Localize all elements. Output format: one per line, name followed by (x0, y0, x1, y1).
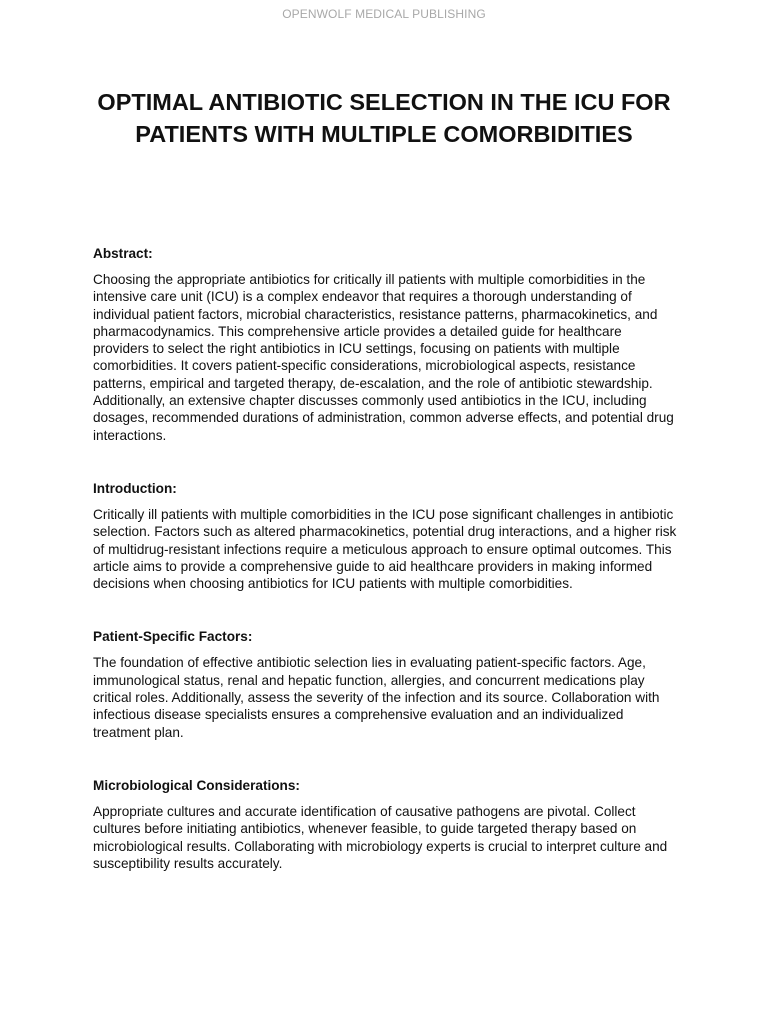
section-introduction (93, 480, 681, 592)
section-paragraph: The foundation of effective antibiotic selection lies in evaluating patient-specific factors. Age, immunological status, renal and hepatic function, allergies, and concurrent medications play critical roles. Additionally, assess the severity of the infection and its source. Collaboration with infectious disease specialists ensures a comprehensive evaluation and an individualized treatment plan. (93, 655, 660, 740)
section-heading: Abstract: (93, 246, 153, 261)
publisher-header: OPENWOLF MEDICAL PUBLISHING (282, 7, 486, 21)
section-heading: Microbiological Considerations: (93, 777, 300, 793)
section-paragraph: Critically ill patients with multiple comorbidities in the ICU pose significant challenges in antibiotic selection. Factors such as altered pharmacokinetics, potential drug interactions, and a higher risk of multidrug-resistant infections require a meticulous approach to ensure optimal outcomes. This article aims to provide a comprehensive guide to aid healthcare providers in making informed decisions when choosing antibiotics for ICU patients with multiple comorbidities. (93, 506, 677, 592)
section-abstract (93, 245, 681, 444)
document-title: OPTIMAL ANTIBIOTIC SELECTION IN THE ICU FOR PATIENTS WITH MULTIPLE COMORBIDITIES (97, 89, 671, 147)
section-heading: Introduction: (93, 480, 177, 496)
document-body (93, 245, 681, 908)
section-heading: Patient-Specific Factors: (93, 629, 253, 645)
section-paragraph: Appropriate cultures and accurate identification of causative pathogens are pivotal. Collect cultures before initiating antibiotics, whenever feasible, to guide targeted therapy based on microbiological results. Collaborating with microbiology experts is crucial to interpret culture and susceptibility results accurately. (93, 803, 668, 871)
section-paragraph: Choosing the appropriate antibiotics for critically ill patients with multiple comorbidities in the intensive care unit (ICU) is a complex endeavor that requires a thorough understanding of individual patient factors, microbial characteristics, resistance patterns, pharmacokinetics, and pharmacodynamics. This comprehensive article provides a detailed guide for healthcare providers to select the right antibiotics in ICU settings, focusing on patients with multiple comorbidities. It covers patient-specific considerations, microbiological aspects, resistance patterns, empirical and targeted therapy, de-escalation, and the role of antibiotic stewardship. Additionally, an extensive chapter discusses commonly used antibiotics in the ICU, including dosages, recommended durations of administration, common adverse effects, and potential drug interactions. (93, 272, 674, 443)
section-patient-specific-factors (93, 628, 681, 740)
section-microbiological-considerations (93, 777, 681, 872)
